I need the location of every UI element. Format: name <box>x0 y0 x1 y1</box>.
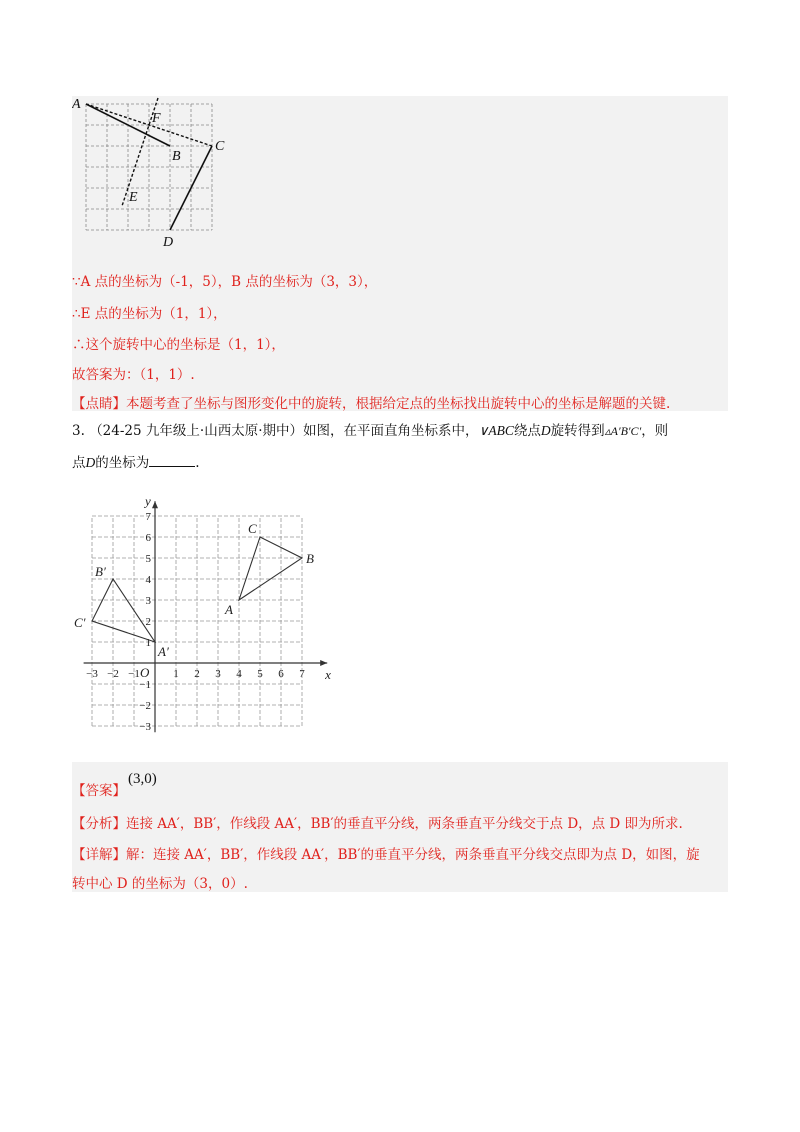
y-tick-label: −1 <box>139 679 151 691</box>
label-d: D <box>163 235 174 250</box>
x-tick-label: 6 <box>278 668 284 680</box>
triangle-a-prime-b-prime-c-prime-shape <box>92 579 155 642</box>
answer-blank <box>149 452 195 467</box>
figure-rotation-grid <box>72 96 232 252</box>
point-d: D <box>540 423 551 438</box>
y-axis-label: y <box>145 493 151 509</box>
label-b: B <box>172 149 181 164</box>
label-e: E <box>129 190 138 205</box>
label-c: C <box>215 139 225 154</box>
comment-line <box>72 395 670 413</box>
question-line2-end: . <box>195 455 200 471</box>
point-labels <box>74 521 314 659</box>
detail-line-2: 转中心 D 的坐标为（3，0）. <box>72 876 248 892</box>
y-tick-label: −2 <box>139 700 151 712</box>
question-line2-a: 点 <box>72 455 86 471</box>
point-label-c: C <box>248 521 257 536</box>
question-3-line-2 <box>72 452 200 474</box>
question-line2-b: 的坐标为 <box>95 455 150 471</box>
y-axis-arrow <box>152 501 158 508</box>
answer-line <box>72 772 157 802</box>
question-text-c: 旋转得到 <box>550 423 605 439</box>
y-tick-label: −3 <box>139 721 151 733</box>
detail-text-1: 解：连接 AA′，BB′，作线段 AA′，BB′的垂直平分线，两条垂直平分线交点即为点 D，如图，旋 <box>126 847 700 863</box>
coordinate-axes <box>84 501 328 732</box>
question-number: 3. <box>72 423 85 439</box>
x-tick-label: 1 <box>173 668 179 680</box>
label-a: A <box>72 97 81 112</box>
x-tick-label: −2 <box>107 668 119 680</box>
x-tick-label: 3 <box>215 668 221 680</box>
point-label-b-prime: B′ <box>95 564 106 579</box>
question-source: （24-25 九年级上·山西太原·期中） <box>89 423 303 439</box>
tick-labels <box>86 494 331 734</box>
label-f: F <box>152 111 161 126</box>
coordinate-grid <box>72 516 302 726</box>
triangle-abc-shape <box>239 537 302 600</box>
point-d-2: D <box>85 455 96 470</box>
solution-line-3: ∴这个旋转中心的坐标是（1，1）， <box>72 337 285 353</box>
y-tick-label: 4 <box>145 574 151 586</box>
x-tick-label: −3 <box>86 668 98 680</box>
answer-value: (3,0) <box>128 771 157 787</box>
question-text-a: 如图，在平面直角坐标系中， <box>302 423 479 439</box>
origin-label: O <box>140 665 150 680</box>
solution-line-1: ∵A 点的坐标为（-1，5），B 点的坐标为（3，3）， <box>72 274 378 290</box>
y-tick-label: 7 <box>145 511 151 523</box>
detail-line-1 <box>72 846 700 864</box>
x-tick-label: −1 <box>128 668 140 680</box>
coordinate-plane-figure <box>72 488 342 750</box>
x-tick-label: 7 <box>299 668 305 680</box>
x-tick-label: 2 <box>194 668 200 680</box>
y-tick-label: 3 <box>145 595 151 607</box>
y-tick-label: 2 <box>145 616 151 628</box>
x-tick-label: 5 <box>257 668 263 680</box>
question-text-d: ，则 <box>641 423 669 439</box>
y-tick-label: 1 <box>145 637 151 649</box>
detail-tag: 【详解】 <box>72 847 126 863</box>
solution-line-2: ∴E 点的坐标为（1，1）， <box>72 306 227 322</box>
question-3-line-1 <box>72 420 732 442</box>
analysis-line <box>72 815 683 833</box>
x-axis-arrow <box>320 660 327 666</box>
point-label-c-prime: C′ <box>74 615 86 630</box>
x-axis-label: x <box>325 667 331 682</box>
point-label-a: A <box>225 602 233 617</box>
analysis-text: 连接 AA′，BB′，作线段 AA′，BB′的垂直平分线，两条垂直平分线交于点 D，点 D 即为所求. <box>126 816 683 832</box>
comment-tag: 【点睛】 <box>72 396 126 412</box>
question-text-b: 绕点 <box>513 423 541 439</box>
x-tick-label: 4 <box>236 668 242 680</box>
point-label-b: B <box>306 551 314 566</box>
point-label-a-prime: A′ <box>158 644 169 659</box>
comment-text: 本题考查了坐标与图形变化中的旋转，根据给定点的坐标找出旋转中心的坐标是解题的关键. <box>126 396 671 412</box>
y-tick-label: 6 <box>145 532 151 544</box>
answer-tag: 【答案】 <box>72 783 126 799</box>
solution-line-4: 故答案为：（1，1）. <box>72 367 195 383</box>
analysis-tag: 【分析】 <box>72 816 126 832</box>
triangle-abc: ∨ABC <box>478 423 514 438</box>
triangle-a-prime: ▵A′B′C′ <box>604 424 642 438</box>
y-tick-label: 5 <box>145 553 151 565</box>
